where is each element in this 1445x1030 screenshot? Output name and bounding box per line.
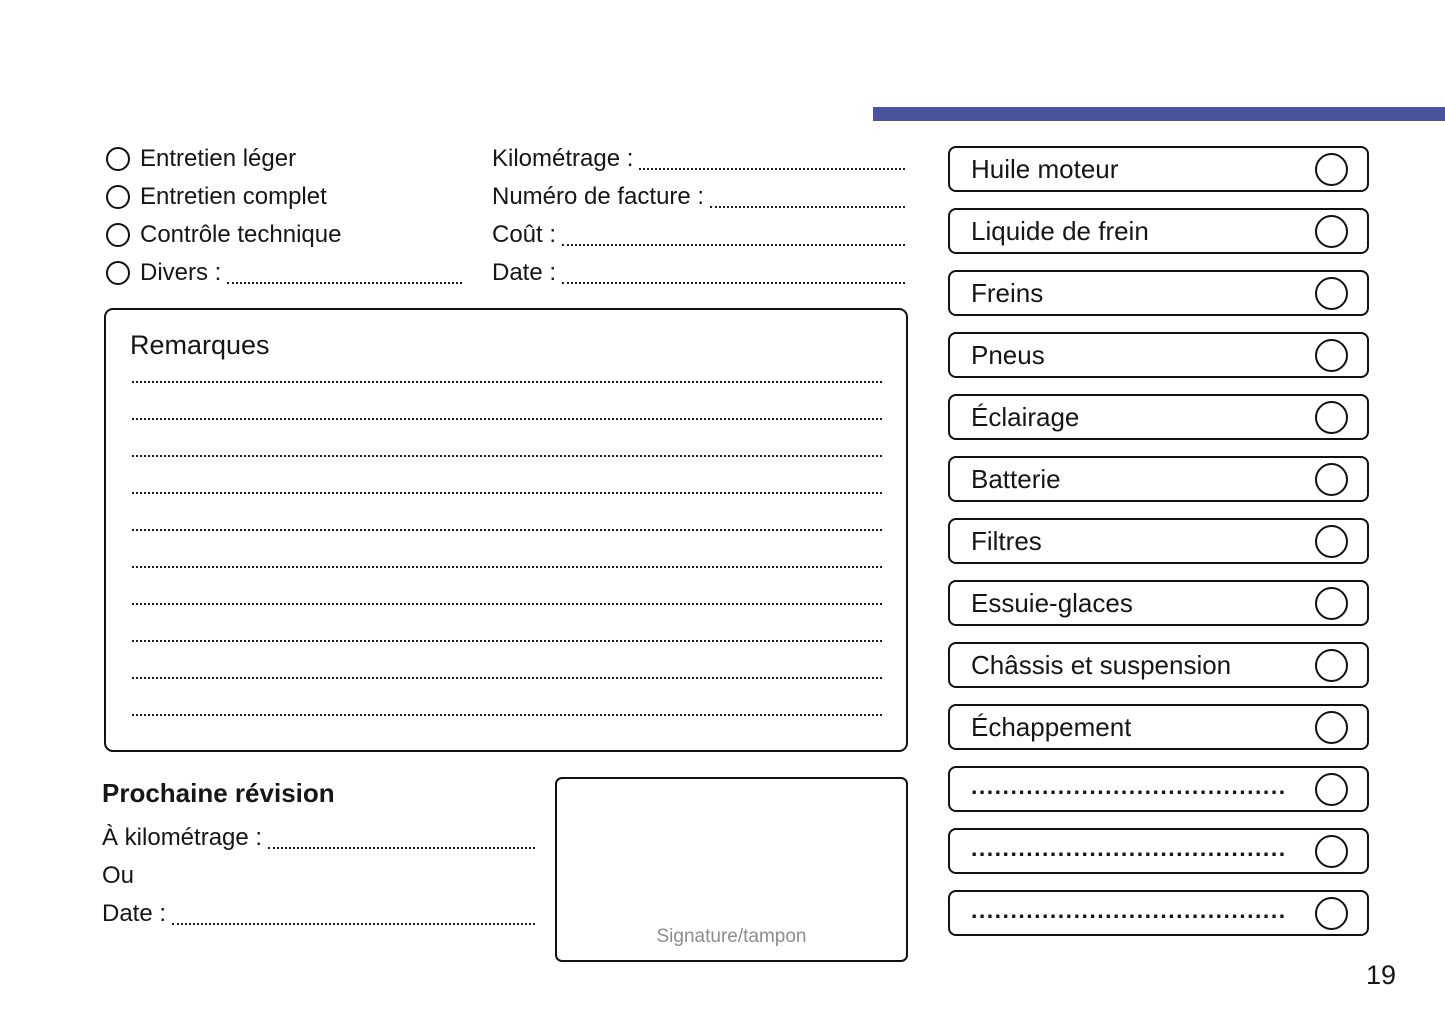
checklist-item-custom-1[interactable]: [948, 766, 1369, 812]
remarks-lines: [132, 346, 882, 716]
service-type-group: [106, 140, 462, 292]
check-circle-icon[interactable]: [1315, 649, 1348, 682]
checklist-item-echappement[interactable]: [948, 704, 1369, 750]
service-type-entretien-leger: [106, 140, 462, 178]
service-type-label: Contrôle technique: [140, 221, 342, 248]
field-cout: [492, 216, 905, 254]
checklist-item-batterie[interactable]: [948, 456, 1369, 502]
kilometrage-fill-in-line[interactable]: [639, 168, 905, 170]
check-circle-icon[interactable]: [1315, 711, 1348, 744]
remarks-box: [104, 308, 908, 752]
checklist-item-huile-moteur[interactable]: [948, 146, 1369, 192]
next-kilometrage-fill-in-line[interactable]: [268, 847, 535, 849]
remarks-title: Remarques: [130, 330, 270, 360]
remark-fill-in-line[interactable]: [132, 679, 882, 716]
checklist-item-chassis-et-suspension[interactable]: [948, 642, 1369, 688]
checklist-item-label: Échappement: [971, 711, 1132, 742]
service-type-label: Entretien léger: [140, 145, 297, 172]
service-type-divers: [106, 254, 462, 292]
next-date-fill-in-line[interactable]: [172, 923, 535, 925]
check-circle-icon[interactable]: [1315, 153, 1348, 186]
signature-label: Signature/tampon: [656, 926, 807, 947]
checklist-item-fill-in-label[interactable]: ........................................: [971, 772, 1287, 799]
radio-icon[interactable]: [106, 261, 130, 285]
checklist-item-label: Essuie-glaces: [971, 587, 1133, 618]
check-circle-icon[interactable]: [1315, 401, 1348, 434]
service-type-entretien-complet: [106, 178, 462, 216]
checklist-item-freins[interactable]: [948, 270, 1369, 316]
remark-fill-in-line[interactable]: [132, 531, 882, 568]
field-date: [492, 254, 905, 292]
field-label: Date :: [492, 259, 557, 286]
field-label: Kilométrage :: [492, 145, 634, 172]
remark-fill-in-line[interactable]: [132, 457, 882, 494]
service-type-label: Divers :: [140, 259, 222, 286]
check-circle-icon[interactable]: [1315, 215, 1348, 248]
checklist-item-custom-2[interactable]: [948, 828, 1369, 874]
checklist-item-eclairage[interactable]: [948, 394, 1369, 440]
checklist-item-label: Filtres: [971, 525, 1042, 556]
divers-fill-in-line[interactable]: [227, 282, 462, 284]
field-label: Date :: [102, 900, 167, 927]
radio-icon[interactable]: [106, 147, 130, 171]
checklist-item-label: Pneus: [971, 339, 1045, 370]
checklist-item-pneus[interactable]: [948, 332, 1369, 378]
remark-fill-in-line[interactable]: [132, 420, 882, 457]
cout-fill-in-line[interactable]: [562, 244, 905, 246]
checklist-item-liquide-de-frein[interactable]: [948, 208, 1369, 254]
checklist-item-label: Huile moteur: [971, 153, 1119, 184]
checklist-item-filtres[interactable]: [948, 518, 1369, 564]
checklist-item-label: Liquide de frein: [971, 215, 1149, 246]
checklist-item-fill-in-label[interactable]: ........................................: [971, 896, 1287, 923]
radio-icon[interactable]: [106, 185, 130, 209]
check-circle-icon[interactable]: [1315, 835, 1348, 868]
remark-fill-in-line[interactable]: [132, 346, 882, 383]
checklist-item-essuie-glaces[interactable]: [948, 580, 1369, 626]
service-type-label: Entretien complet: [140, 183, 327, 210]
remark-fill-in-line[interactable]: [132, 494, 882, 531]
checklist-item-custom-3[interactable]: [948, 890, 1369, 936]
or-label: Ou: [102, 862, 135, 889]
field-label: À kilométrage :: [102, 824, 263, 851]
field-label: Coût :: [492, 221, 557, 248]
remark-fill-in-line[interactable]: [132, 383, 882, 420]
inspection-checklist: [948, 146, 1369, 952]
date-fill-in-line[interactable]: [562, 282, 905, 284]
remark-fill-in-line[interactable]: [132, 605, 882, 642]
invoice-field-group: [492, 140, 905, 292]
accent-bar: [873, 107, 1445, 121]
radio-icon[interactable]: [106, 223, 130, 247]
next-service-group: [102, 819, 535, 933]
next-service-title: Prochaine révision: [102, 778, 335, 808]
check-circle-icon[interactable]: [1315, 339, 1348, 372]
field-next-date: [102, 895, 535, 933]
service-type-controle-technique: [106, 216, 462, 254]
field-next-kilometrage: [102, 819, 535, 857]
check-circle-icon[interactable]: [1315, 463, 1348, 496]
remark-fill-in-line[interactable]: [132, 642, 882, 679]
check-circle-icon[interactable]: [1315, 897, 1348, 930]
checklist-item-label: Châssis et suspension: [971, 649, 1232, 680]
check-circle-icon[interactable]: [1315, 525, 1348, 558]
field-or: [102, 857, 535, 895]
signature-area[interactable]: [555, 777, 908, 962]
page-number: 19: [1366, 960, 1397, 990]
checklist-item-label: Batterie: [971, 463, 1061, 494]
field-numero-facture: [492, 178, 905, 216]
check-circle-icon[interactable]: [1315, 277, 1348, 310]
checklist-item-fill-in-label[interactable]: ........................................: [971, 834, 1287, 861]
check-circle-icon[interactable]: [1315, 773, 1348, 806]
check-circle-icon[interactable]: [1315, 587, 1348, 620]
checklist-item-label: Freins: [971, 277, 1044, 308]
field-kilometrage: [492, 140, 905, 178]
checklist-item-label: Éclairage: [971, 401, 1080, 432]
remark-fill-in-line[interactable]: [132, 568, 882, 605]
field-label: Numéro de facture :: [492, 183, 705, 210]
numero-facture-fill-in-line[interactable]: [710, 206, 905, 208]
